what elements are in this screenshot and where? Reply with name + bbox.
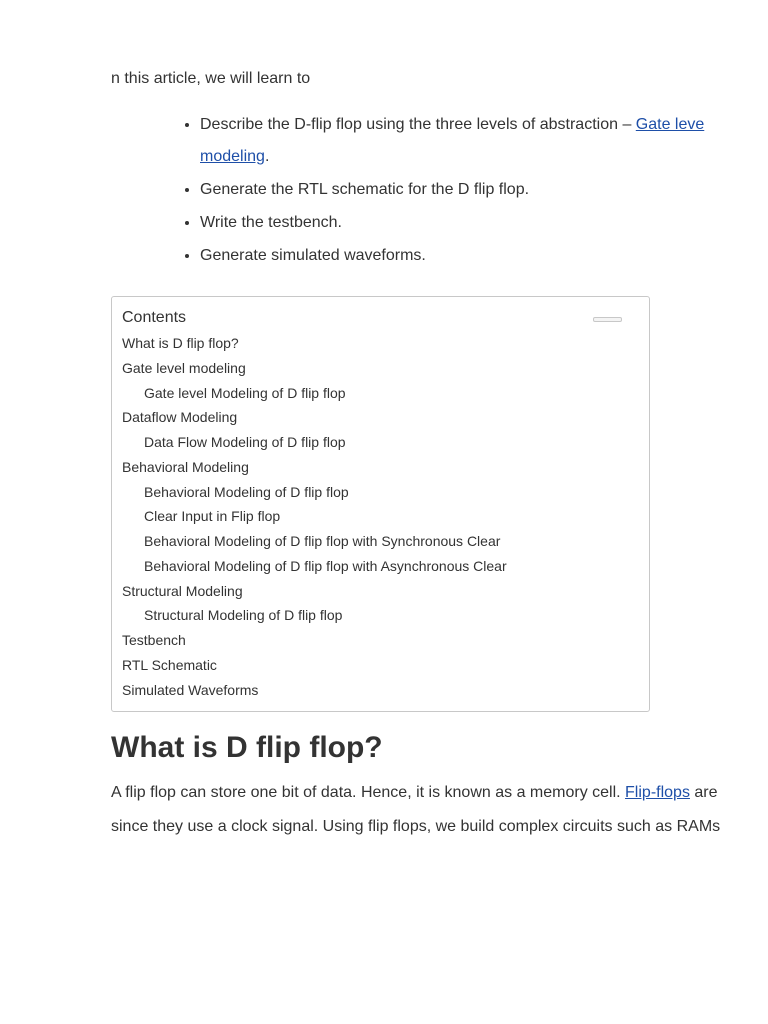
toc-item[interactable]: Structural Modeling of D flip flop xyxy=(144,607,343,624)
toc-item[interactable]: Behavioral Modeling of D flip flop with Asynchronous Clear xyxy=(144,557,507,574)
toc-title: Contents xyxy=(122,309,187,326)
objective-item xyxy=(200,109,733,173)
toc-item[interactable]: Gate level modeling xyxy=(122,359,246,376)
toc-item[interactable]: Dataflow Modeling xyxy=(122,409,238,426)
objective-item: Write the testbench. xyxy=(200,207,733,239)
paragraph-text: are xyxy=(689,784,718,801)
toc-item[interactable]: Simulated Waveforms xyxy=(122,681,259,698)
table-of-contents xyxy=(111,296,650,712)
toc-item[interactable]: Behavioral Modeling of D flip flop with Synchronous Clear xyxy=(144,533,501,549)
flip-flops-link[interactable]: Flip-flops xyxy=(625,784,690,801)
toc-item[interactable]: Structural Modeling xyxy=(122,582,243,599)
modeling-link[interactable]: modeling xyxy=(200,148,265,165)
objective-text-end: . xyxy=(264,148,270,165)
objective-item: Generate simulated waveforms. xyxy=(200,240,733,272)
paragraph-text: since they use a clock signal. Using flip flops, we build complex circuits such as RAMs xyxy=(111,818,721,835)
section-paragraph xyxy=(111,776,733,844)
toc-toggle-button[interactable] xyxy=(593,317,622,322)
toc-list xyxy=(122,333,507,704)
paragraph-text: A flip flop can store one bit of data. Hence, it is known as a memory cell. xyxy=(111,784,626,801)
gate-level-link[interactable]: Gate leve xyxy=(635,116,705,133)
toc-item[interactable]: What is D flip flop? xyxy=(122,335,239,351)
toc-item[interactable]: Behavioral Modeling xyxy=(122,458,249,475)
objectives-list xyxy=(200,109,733,273)
toc-item[interactable]: RTL Schematic xyxy=(122,656,217,673)
objective-item: Generate the RTL schematic for the D flip flop. xyxy=(200,174,733,206)
toc-item[interactable]: Testbench xyxy=(122,632,186,648)
toc-item[interactable]: Gate level Modeling of D flip flop xyxy=(144,384,346,401)
toc-item[interactable]: Behavioral Modeling of D flip flop xyxy=(144,483,349,500)
intro-text: n this article, we will learn to xyxy=(111,70,311,87)
objective-text: Describe the D-flip flop using the three levels of abstraction – xyxy=(200,116,636,133)
toc-item[interactable]: Data Flow Modeling of D flip flop xyxy=(144,434,346,450)
toc-item[interactable]: Clear Input in Flip flop xyxy=(144,508,281,525)
section-heading: What is D flip flop? xyxy=(111,731,383,764)
